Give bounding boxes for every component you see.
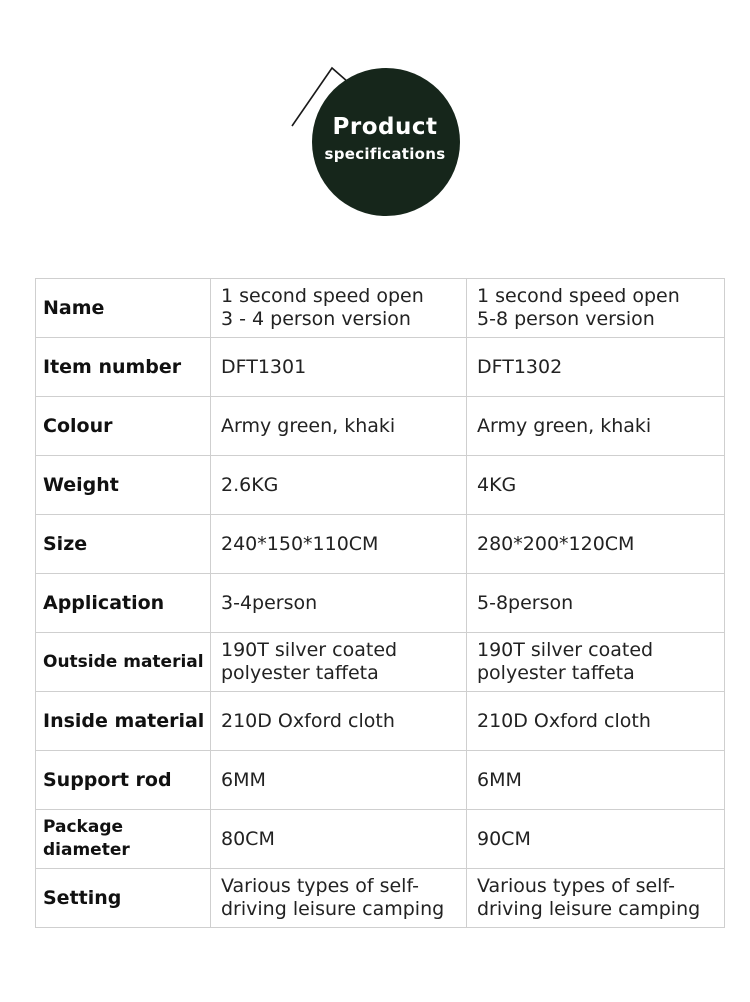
- table-row: [36, 279, 725, 338]
- value-cell: 90CM: [467, 810, 725, 869]
- value-cell: 80CM: [211, 810, 467, 869]
- value-cell: 5-8person: [467, 574, 725, 633]
- value-cell: 3-4person: [211, 574, 467, 633]
- row-label: Colour: [36, 397, 211, 456]
- value-cell: Various types of self- driving leisure camping: [211, 869, 467, 928]
- spec-table: [35, 278, 725, 928]
- row-label: Size: [36, 515, 211, 574]
- product-spec-badge: [288, 62, 468, 222]
- row-label: Inside material: [36, 692, 211, 751]
- row-label: Outside material: [36, 633, 211, 692]
- value-cell: DFT1302: [467, 338, 725, 397]
- tent-badge-icon: [288, 62, 468, 222]
- value-cell: 190T silver coated polyester taffeta: [467, 633, 725, 692]
- value-cell: 190T silver coated polyester taffeta: [211, 633, 467, 692]
- value-cell: 6MM: [467, 751, 725, 810]
- table-row: [36, 692, 725, 751]
- table-row: [36, 515, 725, 574]
- row-label: Support rod: [36, 751, 211, 810]
- badge-subtitle: specifications: [324, 145, 446, 163]
- value-cell: 210D Oxford cloth: [467, 692, 725, 751]
- row-label: Package diameter: [36, 810, 211, 869]
- row-label: Application: [36, 574, 211, 633]
- value-cell: 280*200*120CM: [467, 515, 725, 574]
- table-row: [36, 574, 725, 633]
- row-label: Item number: [36, 338, 211, 397]
- value-cell: 210D Oxford cloth: [211, 692, 467, 751]
- value-cell: Army green, khaki: [211, 397, 467, 456]
- table-row: [36, 751, 725, 810]
- row-label: Name: [36, 279, 211, 338]
- value-cell: 6MM: [211, 751, 467, 810]
- table-row: [36, 869, 725, 928]
- table-row: [36, 338, 725, 397]
- value-cell: Various types of self- driving leisure camping: [467, 869, 725, 928]
- value-cell: 2.6KG: [211, 456, 467, 515]
- value-cell: 1 second speed open 5-8 person version: [467, 279, 725, 338]
- table-row: [36, 633, 725, 692]
- value-cell: DFT1301: [211, 338, 467, 397]
- badge-title: Product: [332, 114, 438, 140]
- value-cell: 4KG: [467, 456, 725, 515]
- value-cell: 240*150*110CM: [211, 515, 467, 574]
- table-row: [36, 397, 725, 456]
- table-row: [36, 810, 725, 869]
- row-label: Setting: [36, 869, 211, 928]
- table-row: [36, 456, 725, 515]
- value-cell: Army green, khaki: [467, 397, 725, 456]
- value-cell: 1 second speed open 3 - 4 person version: [211, 279, 467, 338]
- row-label: Weight: [36, 456, 211, 515]
